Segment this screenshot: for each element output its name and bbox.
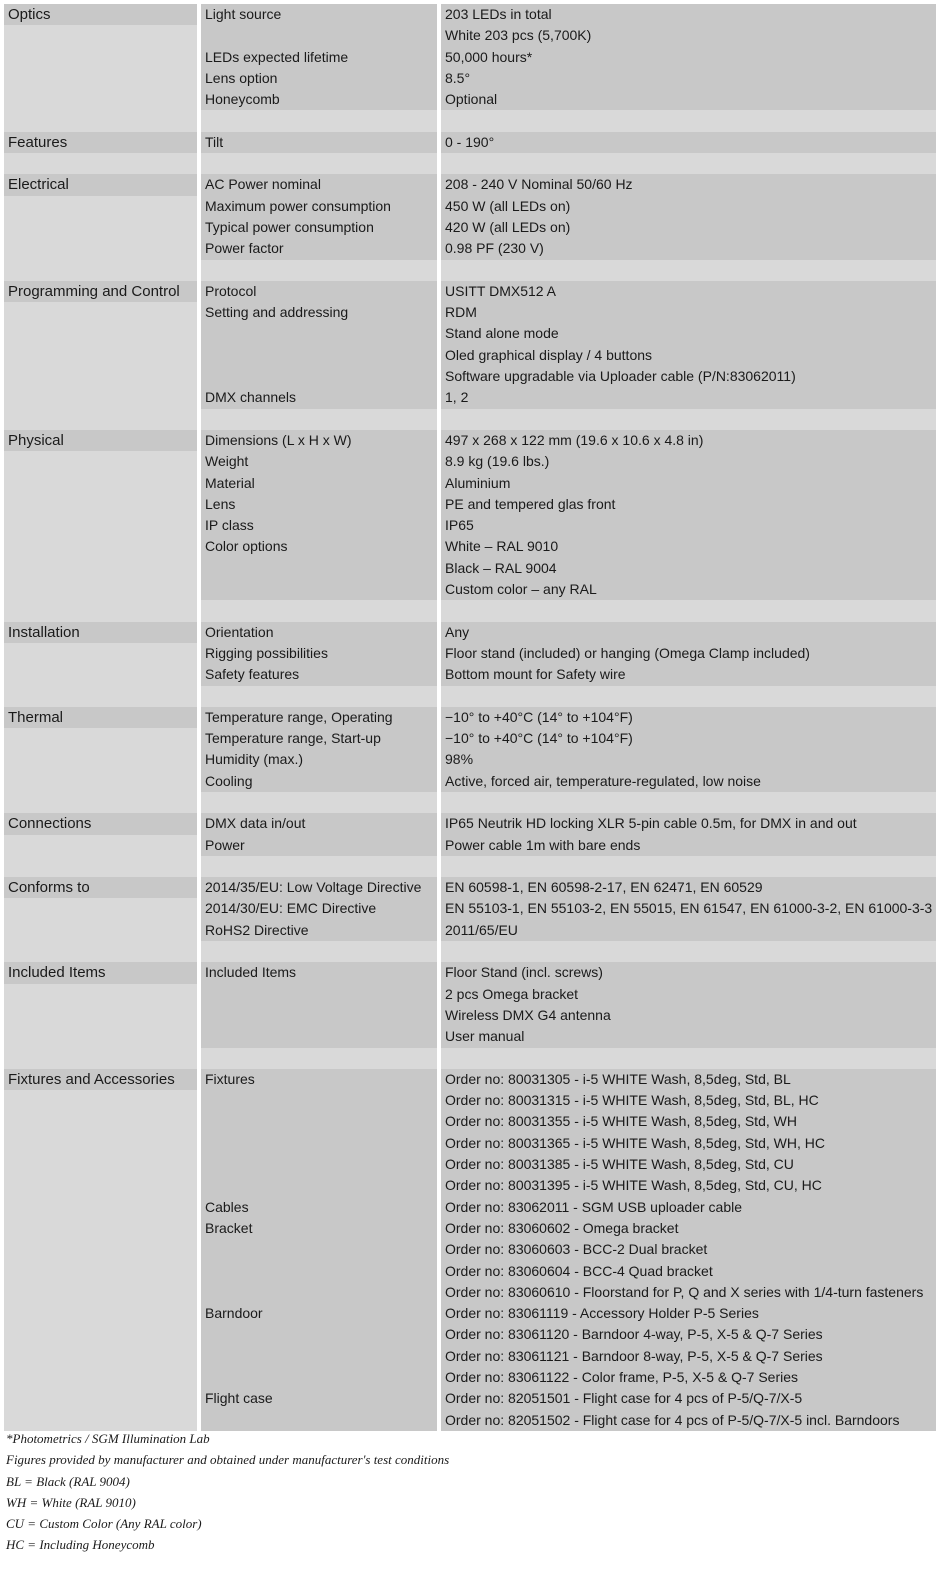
spec-value: 50,000 hours*	[441, 47, 936, 68]
spec-label: Light source	[201, 4, 437, 25]
spec-label: Weight	[201, 451, 437, 472]
spec-label: Temperature range, Start-up	[201, 728, 437, 749]
spec-label: DMX channels	[201, 387, 437, 408]
spec-row	[4, 1111, 936, 1132]
spec-value: Order no: 83060602 - Omega bracket	[441, 1218, 936, 1239]
spec-row	[4, 4, 936, 25]
spec-label: Honeycomb	[201, 89, 437, 110]
spec-value: 8.9 kg (19.6 lbs.)	[441, 451, 936, 472]
spacer-cell	[441, 941, 936, 962]
spec-label: Tilt	[201, 132, 437, 153]
spec-value: 2 pcs Omega bracket	[441, 984, 936, 1005]
section-optics	[4, 4, 936, 132]
section-spacer	[4, 260, 936, 281]
spec-row	[4, 835, 936, 856]
spec-value: Order no: 82051502 - Flight case for 4 pcs of P-5/Q-7/X-5 incl. Barndoors	[441, 1410, 936, 1431]
spec-value: Aluminium	[441, 473, 936, 494]
spec-value: −10° to +40°C (14° to +104°F)	[441, 707, 936, 728]
spec-row	[4, 898, 936, 919]
section-title-spacer	[4, 728, 197, 749]
spec-row	[4, 323, 936, 344]
spacer-cell	[441, 409, 936, 430]
spec-value: Wireless DMX G4 antenna	[441, 1005, 936, 1026]
spec-row	[4, 1090, 936, 1111]
spec-value: White – RAL 9010	[441, 536, 936, 557]
section-title-spacer	[4, 579, 197, 600]
section-title-spacer	[4, 1026, 197, 1047]
spec-label: Lens option	[201, 68, 437, 89]
footnote: *Photometrics / SGM Illumination Lab	[6, 1431, 210, 1446]
footnotes	[6, 1428, 926, 1556]
spacer-cell	[441, 1048, 936, 1069]
spec-label: Protocol	[201, 281, 437, 302]
spacer-cell	[201, 600, 437, 621]
section-title-spacer	[4, 771, 197, 792]
section-title-spacer	[4, 643, 197, 664]
spec-value: PE and tempered glas front	[441, 494, 936, 515]
spec-row	[4, 984, 936, 1005]
spec-label: LEDs expected lifetime	[201, 47, 437, 68]
spec-value: EN 55103-1, EN 55103-2, EN 55015, EN 61547, EN 61000-3-2, EN 61000-3-3	[441, 898, 936, 919]
footnote: WH = White (RAL 9010)	[6, 1494, 136, 1510]
spec-value: Order no: 82051501 - Flight case for 4 pcs of P-5/Q-7/X-5	[441, 1388, 936, 1409]
spec-row	[4, 515, 936, 536]
spec-row	[4, 771, 936, 792]
section-title-spacer	[4, 1090, 197, 1111]
section-title: Optics	[4, 4, 197, 25]
spacer-cell	[4, 409, 197, 430]
section-title-spacer	[4, 89, 197, 110]
spec-row	[4, 1197, 936, 1218]
section-spacer	[4, 856, 936, 877]
spec-label	[201, 558, 437, 579]
spec-value: Order no: 80031365 - i-5 WHITE Wash, 8,5deg, Std, WH, HC	[441, 1133, 936, 1154]
section-spacer	[4, 110, 936, 131]
spec-label: Material	[201, 473, 437, 494]
spec-row	[4, 1154, 936, 1175]
spec-value: 8.5°	[441, 68, 936, 89]
spec-label	[201, 1261, 437, 1282]
section-thermal	[4, 707, 936, 813]
section-fixtures-and-accessories	[4, 1069, 936, 1431]
section-title: Conforms to	[4, 877, 197, 898]
footnote: CU = Custom Color (Any RAL color)	[6, 1516, 202, 1532]
spacer-cell	[201, 153, 437, 174]
spec-row	[4, 1282, 936, 1303]
spec-row	[4, 1005, 936, 1026]
spec-row	[4, 558, 936, 579]
spec-label	[201, 1282, 437, 1303]
spec-value: Order no: 83061121 - Barndoor 8-way, P-5, X-5 & Q-7 Series	[441, 1346, 936, 1367]
section-title-spacer	[4, 664, 197, 685]
section-title-spacer	[4, 366, 197, 387]
spec-label	[201, 323, 437, 344]
spacer-cell	[4, 153, 197, 174]
section-connections	[4, 813, 936, 877]
spec-value: IP65	[441, 515, 936, 536]
spec-value: 420 W (all LEDs on)	[441, 217, 936, 238]
spacer-cell	[201, 792, 437, 813]
section-title-spacer	[4, 1346, 197, 1367]
spacer-cell	[201, 941, 437, 962]
spec-label: RoHS2 Directive	[201, 920, 437, 941]
section-title-spacer	[4, 238, 197, 259]
section-title-spacer	[4, 1111, 197, 1132]
section-title-spacer	[4, 920, 197, 941]
spacer-cell	[201, 686, 437, 707]
spec-value: 2011/65/EU	[441, 920, 936, 941]
spec-row	[4, 47, 936, 68]
section-title-spacer	[4, 1261, 197, 1282]
spec-row	[4, 579, 936, 600]
spacer-cell	[4, 260, 197, 281]
section-installation	[4, 622, 936, 707]
section-title-spacer	[4, 451, 197, 472]
section-title: Features	[4, 132, 197, 153]
spec-value: 0.98 PF (230 V)	[441, 238, 936, 259]
spec-value: Order no: 83062011 - SGM USB uploader cable	[441, 1197, 936, 1218]
spec-label: Cables	[201, 1197, 437, 1218]
spec-row	[4, 1026, 936, 1047]
spec-label: Color options	[201, 536, 437, 557]
spec-row	[4, 451, 936, 472]
section-title-spacer	[4, 1282, 197, 1303]
spec-label: Temperature range, Operating	[201, 707, 437, 728]
spec-label: Flight case	[201, 1388, 437, 1409]
spec-value: Power cable 1m with bare ends	[441, 835, 936, 856]
spacer-cell	[441, 153, 936, 174]
section-spacer	[4, 1048, 936, 1069]
section-title-spacer	[4, 47, 197, 68]
spec-value: EN 60598-1, EN 60598-2-17, EN 62471, EN 60529	[441, 877, 936, 898]
section-title-spacer	[4, 217, 197, 238]
footnote: Figures provided by manufacturer and obtained under manufacturer's test conditions	[6, 1452, 450, 1468]
spec-row	[4, 1388, 936, 1409]
spec-value: 208 - 240 V Nominal 50/60 Hz	[441, 174, 936, 195]
spec-row	[4, 1261, 936, 1282]
spec-row	[4, 643, 936, 664]
spec-row	[4, 238, 936, 259]
spacer-cell	[441, 792, 936, 813]
spec-label	[201, 579, 437, 600]
spec-label: Cooling	[201, 771, 437, 792]
spec-label: AC Power nominal	[201, 174, 437, 195]
spec-value: IP65 Neutrik HD locking XLR 5-pin cable 0.5m, for DMX in and out	[441, 813, 936, 834]
spec-row	[4, 877, 936, 898]
spec-value: Order no: 80031305 - i-5 WHITE Wash, 8,5deg, Std, BL	[441, 1069, 936, 1090]
spacer-cell	[201, 260, 437, 281]
spec-value: 450 W (all LEDs on)	[441, 196, 936, 217]
section-physical	[4, 430, 936, 622]
spec-value: Order no: 80031315 - i-5 WHITE Wash, 8,5deg, Std, BL, HC	[441, 1090, 936, 1111]
spec-label: Safety features	[201, 664, 437, 685]
spec-value: Floor stand (included) or hanging (Omega Clamp included)	[441, 643, 936, 664]
spec-value: Order no: 80031385 - i-5 WHITE Wash, 8,5deg, Std, CU	[441, 1154, 936, 1175]
spec-value: Order no: 83061120 - Barndoor 4-way, P-5, X-5 & Q-7 Series	[441, 1324, 936, 1345]
spec-label: Rigging possibilities	[201, 643, 437, 664]
spec-label: Maximum power consumption	[201, 196, 437, 217]
spec-row	[4, 281, 936, 302]
spacer-cell	[441, 600, 936, 621]
spec-label: DMX data in/out	[201, 813, 437, 834]
section-title-spacer	[4, 196, 197, 217]
section-title-spacer	[4, 1197, 197, 1218]
section-title-spacer	[4, 25, 197, 46]
spec-label: Dimensions (L x H x W)	[201, 430, 437, 451]
spec-value: Order no: 80031355 - i-5 WHITE Wash, 8,5deg, Std, WH	[441, 1111, 936, 1132]
spec-row	[4, 749, 936, 770]
spec-row	[4, 962, 936, 983]
section-title-spacer	[4, 536, 197, 557]
section-spacer	[4, 941, 936, 962]
section-title-spacer	[4, 749, 197, 770]
spec-row	[4, 387, 936, 408]
spec-row	[4, 664, 936, 685]
section-title-spacer	[4, 515, 197, 536]
section-title-spacer	[4, 558, 197, 579]
section-title: Thermal	[4, 707, 197, 728]
spec-row	[4, 217, 936, 238]
spec-row	[4, 622, 936, 643]
spec-value: Stand alone mode	[441, 323, 936, 344]
spec-label	[201, 1090, 437, 1111]
spec-row	[4, 25, 936, 46]
section-spacer	[4, 409, 936, 430]
spec-value: Black – RAL 9004	[441, 558, 936, 579]
spec-row	[4, 473, 936, 494]
spec-label: Lens	[201, 494, 437, 515]
spec-label: Setting and addressing	[201, 302, 437, 323]
spacer-cell	[201, 1048, 437, 1069]
spec-label	[201, 366, 437, 387]
spec-row	[4, 536, 936, 557]
section-electrical	[4, 174, 936, 280]
spec-value: Active, forced air, temperature-regulated, low noise	[441, 771, 936, 792]
spec-value: 1, 2	[441, 387, 936, 408]
spec-row	[4, 1303, 936, 1324]
section-features	[4, 132, 936, 175]
section-title-spacer	[4, 1388, 197, 1409]
spec-label	[201, 25, 437, 46]
spacer-cell	[201, 856, 437, 877]
spec-label	[201, 984, 437, 1005]
section-included-items	[4, 962, 936, 1068]
spacer-cell	[4, 792, 197, 813]
section-spacer	[4, 153, 936, 174]
spec-label: Bracket	[201, 1218, 437, 1239]
spec-label: Typical power consumption	[201, 217, 437, 238]
spec-row	[4, 1324, 936, 1345]
spec-row	[4, 494, 936, 515]
spec-value: Custom color – any RAL	[441, 579, 936, 600]
section-title-spacer	[4, 387, 197, 408]
spec-row	[4, 1069, 936, 1090]
spec-value: Floor Stand (incl. screws)	[441, 962, 936, 983]
spec-value: Order no: 83060604 - BCC-4 Quad bracket	[441, 1261, 936, 1282]
spacer-cell	[441, 110, 936, 131]
spec-value: RDM	[441, 302, 936, 323]
section-title-spacer	[4, 1324, 197, 1345]
section-title-spacer	[4, 494, 197, 515]
spec-row	[4, 920, 936, 941]
section-title-spacer	[4, 1133, 197, 1154]
spec-row	[4, 345, 936, 366]
section-conforms-to	[4, 877, 936, 962]
spec-value: User manual	[441, 1026, 936, 1047]
section-title-spacer	[4, 835, 197, 856]
section-title: Fixtures and Accessories	[4, 1069, 197, 1090]
section-title-spacer	[4, 984, 197, 1005]
section-spacer	[4, 600, 936, 621]
section-title-spacer	[4, 345, 197, 366]
section-title-spacer	[4, 68, 197, 89]
spacer-cell	[4, 941, 197, 962]
section-title-spacer	[4, 1367, 197, 1388]
spec-row	[4, 728, 936, 749]
spec-row	[4, 366, 936, 387]
spec-value: 98%	[441, 749, 936, 770]
spec-row	[4, 1346, 936, 1367]
spec-label: Power	[201, 835, 437, 856]
spec-value: Order no: 83061119 - Accessory Holder P-5 Series	[441, 1303, 936, 1324]
spec-label: IP class	[201, 515, 437, 536]
section-title-spacer	[4, 1154, 197, 1175]
spacer-cell	[4, 1048, 197, 1069]
spec-table	[4, 4, 936, 1431]
spec-label	[201, 1005, 437, 1026]
spec-label	[201, 345, 437, 366]
spec-label	[201, 1346, 437, 1367]
section-title-spacer	[4, 898, 197, 919]
spec-value: Order no: 83060610 - Floorstand for P, Q and X series with 1/4-turn fasteners	[441, 1282, 936, 1303]
spec-row	[4, 430, 936, 451]
section-title-spacer	[4, 1005, 197, 1026]
spec-row	[4, 1175, 936, 1196]
section-title-spacer	[4, 302, 197, 323]
spec-label: Humidity (max.)	[201, 749, 437, 770]
spec-row	[4, 1218, 936, 1239]
spec-value: Oled graphical display / 4 buttons	[441, 345, 936, 366]
spec-label: 2014/35/EU: Low Voltage Directive	[201, 877, 437, 898]
spec-row	[4, 1367, 936, 1388]
spec-value: Order no: 83060603 - BCC-2 Dual bracket	[441, 1239, 936, 1260]
section-title-spacer	[4, 1239, 197, 1260]
spacer-cell	[441, 260, 936, 281]
spec-value: Optional	[441, 89, 936, 110]
spacer-cell	[4, 600, 197, 621]
spec-row	[4, 196, 936, 217]
section-programming-and-control	[4, 281, 936, 430]
spec-row	[4, 174, 936, 195]
spec-label	[201, 1154, 437, 1175]
spec-label: Barndoor	[201, 1303, 437, 1324]
spec-value: Bottom mount for Safety wire	[441, 664, 936, 685]
section-spacer	[4, 686, 936, 707]
spec-value: Order no: 80031395 - i-5 WHITE Wash, 8,5deg, Std, CU, HC	[441, 1175, 936, 1196]
spec-label	[201, 1175, 437, 1196]
spec-label	[201, 1324, 437, 1345]
spec-value: White 203 pcs (5,700K)	[441, 25, 936, 46]
section-title-spacer	[4, 1218, 197, 1239]
section-title-spacer	[4, 1175, 197, 1196]
footnote: HC = Including Honeycomb	[6, 1537, 155, 1553]
spec-row	[4, 707, 936, 728]
spacer-cell	[441, 856, 936, 877]
section-title: Included Items	[4, 962, 197, 983]
spec-label: Fixtures	[201, 1069, 437, 1090]
section-spacer	[4, 792, 936, 813]
spec-row	[4, 1133, 936, 1154]
spec-row	[4, 302, 936, 323]
spacer-cell	[4, 686, 197, 707]
spec-row	[4, 1239, 936, 1260]
spec-label: Orientation	[201, 622, 437, 643]
section-title: Programming and Control	[4, 281, 197, 302]
spec-label	[201, 1111, 437, 1132]
section-title: Connections	[4, 813, 197, 834]
section-title: Electrical	[4, 174, 197, 195]
spacer-cell	[201, 110, 437, 131]
spacer-cell	[4, 110, 197, 131]
spec-row	[4, 132, 936, 153]
section-title: Physical	[4, 430, 197, 451]
section-title-spacer	[4, 323, 197, 344]
section-title-spacer	[4, 473, 197, 494]
spec-value: Software upgradable via Uploader cable (P/N:83062011)	[441, 366, 936, 387]
spec-label	[201, 1239, 437, 1260]
spec-label: 2014/30/EU: EMC Directive	[201, 898, 437, 919]
spacer-cell	[201, 409, 437, 430]
section-title: Installation	[4, 622, 197, 643]
spec-row	[4, 813, 936, 834]
spec-row	[4, 89, 936, 110]
spec-row	[4, 68, 936, 89]
spec-value: −10° to +40°C (14° to +104°F)	[441, 728, 936, 749]
spec-label	[201, 1367, 437, 1388]
spec-label	[201, 1026, 437, 1047]
spacer-cell	[4, 856, 197, 877]
footnote: BL = Black (RAL 9004)	[6, 1473, 130, 1489]
spec-value: USITT DMX512 A	[441, 281, 936, 302]
spec-label: Included Items	[201, 962, 437, 983]
spec-value: Any	[441, 622, 936, 643]
spec-value: 203 LEDs in total	[441, 4, 936, 25]
spec-value: Order no: 83061122 - Color frame, P-5, X-5 & Q-7 Series	[441, 1367, 936, 1388]
spec-label: Power factor	[201, 238, 437, 259]
spec-value: 497 x 268 x 122 mm (19.6 x 10.6 x 4.8 in)	[441, 430, 936, 451]
spec-value: 0 - 190°	[441, 132, 936, 153]
spacer-cell	[441, 686, 936, 707]
section-title-spacer	[4, 1303, 197, 1324]
spec-label	[201, 1133, 437, 1154]
